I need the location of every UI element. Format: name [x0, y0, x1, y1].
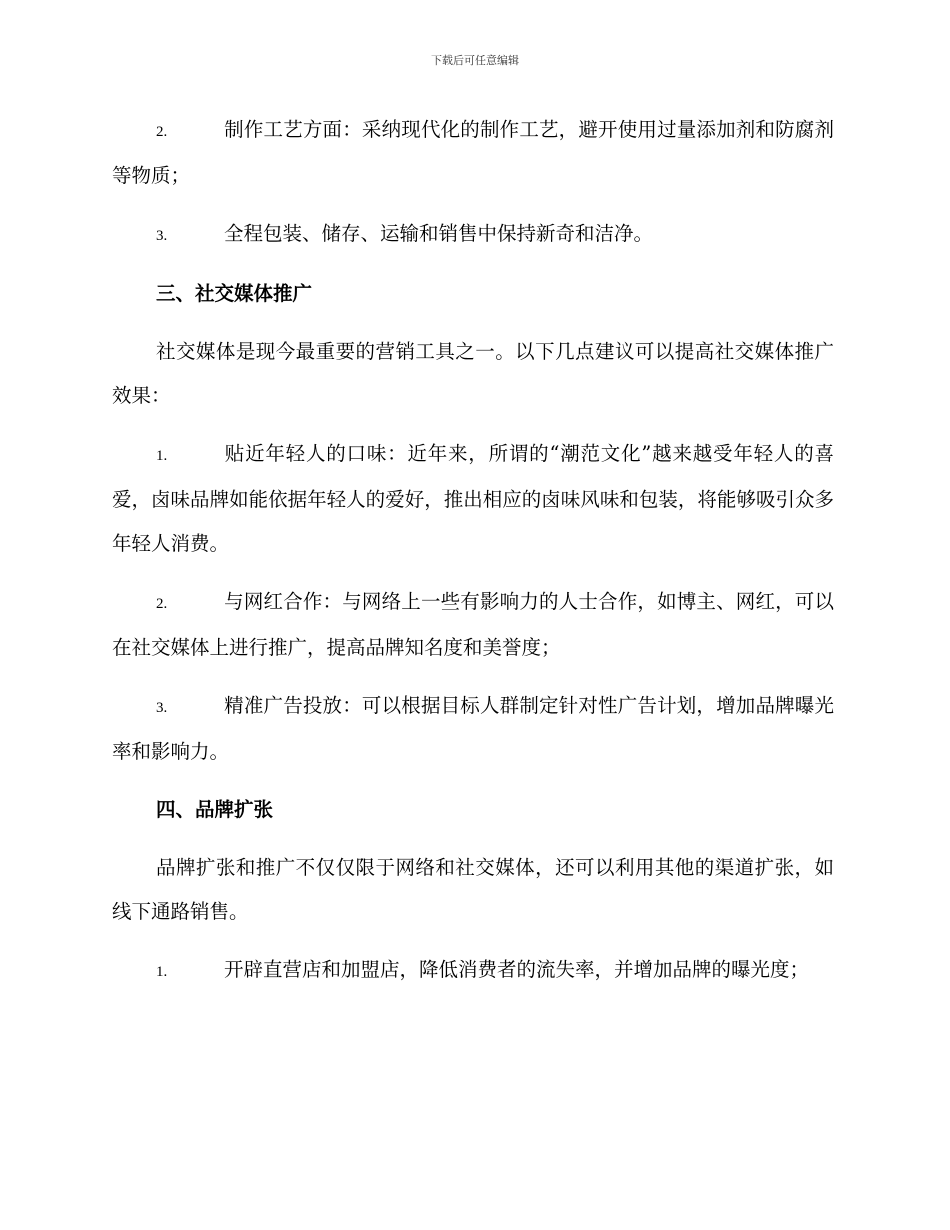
- list-item: [112, 684, 834, 774]
- list-text: 与网红合作：与网络上一些有影响力的人士合作，如博主、网红，可以在社交媒体上进行推广，提高品牌知名度和美誉度；: [112, 590, 834, 659]
- list-item: [112, 432, 834, 566]
- list-number: 1.: [156, 964, 168, 980]
- list-number: 3.: [156, 228, 168, 244]
- list-text: 全程包装、储存、运输和销售中保持新奇和洁净。: [224, 222, 654, 245]
- list-text: 精准广告投放：可以根据目标人群制定针对性广告计划，增加品牌曝光率和影响力。: [112, 694, 834, 763]
- list-number: 2.: [156, 596, 168, 612]
- section-intro-paragraph: 社交媒体是现今最重要的营销工具之一。以下几点建议可以提高社交媒体推广效果：: [112, 340, 834, 407]
- list-number: 3.: [156, 700, 168, 716]
- list-item: [112, 108, 834, 198]
- section-heading-brand-expansion: 四、品牌扩张: [156, 798, 274, 821]
- list-text: 制作工艺方面：采纳现代化的制作工艺，避开使用过量添加剂和防腐剂等物质；: [112, 118, 834, 187]
- list-item: [112, 948, 834, 994]
- section-heading-social-media: 三、社交媒体推广: [156, 282, 313, 305]
- document-body: [112, 108, 834, 1008]
- list-number: 1.: [156, 448, 168, 464]
- page-header: 下载后可任意编辑: [431, 54, 519, 67]
- list-text: 开辟直营店和加盟店，降低消费者的流失率，并增加品牌的曝光度；: [224, 958, 810, 981]
- list-text: 贴近年轻人的口味：近年来，所谓的“潮范文化”越来越受年轻人的喜爱，卤味品牌如能依据年轻人的爱好，推出相应的卤味风味和包装，将能够吸引众多年轻人消费。: [112, 442, 834, 555]
- list-number: 2.: [156, 124, 168, 140]
- section-intro-paragraph: 品牌扩张和推广不仅仅限于网络和社交媒体，还可以利用其他的渠道扩张，如线下通路销售。: [112, 856, 834, 923]
- list-item: [112, 580, 834, 670]
- list-item: [112, 212, 834, 258]
